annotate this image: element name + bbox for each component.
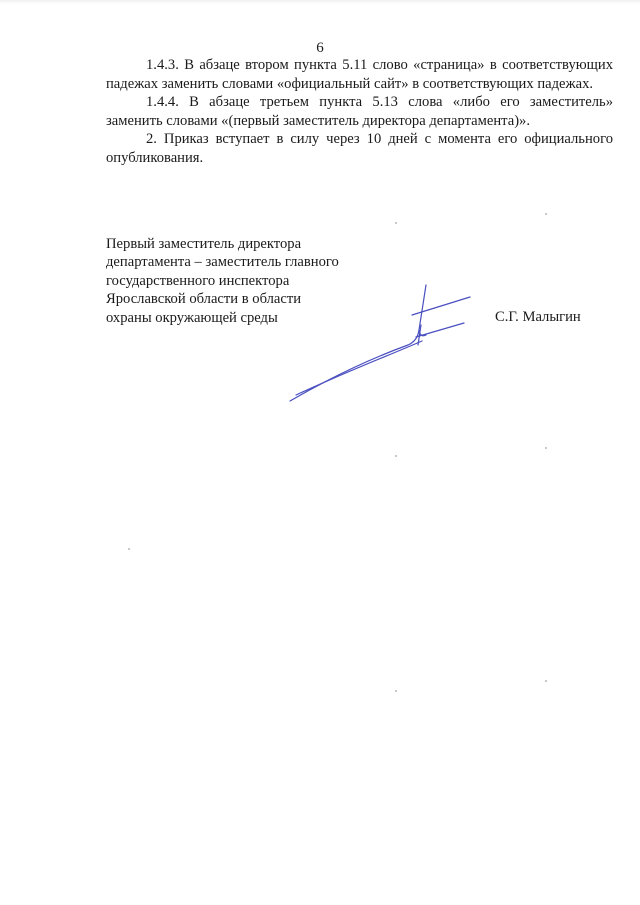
signatory-title-line: департамента – заместитель главного (106, 254, 339, 271)
scan-speck (128, 548, 130, 550)
signer-name: С.Г. Малыгин (495, 309, 581, 325)
signatory-title-line: охраны окружающей среды (106, 309, 278, 326)
document-body (106, 56, 613, 168)
paragraph-1-4-3: 1.4.3. В абзаце втором пункта 5.11 слово «страница» в соответствующих падежах заменить словами «официальный сайт» в соответствующих падежах. (106, 57, 613, 92)
scan-speck (395, 222, 397, 224)
scan-edge (0, 0, 640, 4)
signatory-title-line: Ярославской области в области (106, 291, 302, 308)
signatory-title-line: государственного инспектора (106, 272, 290, 289)
signatory-title-line: Первый заместитель директора (106, 236, 302, 252)
paragraph-1-4-4: 1.4.4. В абзаце третьем пункта 5.13 слова «либо его заместитель» заменить словами «(первый заместитель директора департамента)». (106, 94, 613, 129)
page-number: 6 (316, 40, 324, 56)
scan-speck (545, 680, 547, 682)
scan-speck (395, 455, 397, 457)
paragraph-2: 2. Приказ вступает в силу через 10 дней с момента его официального опубликования. (106, 131, 613, 166)
scan-speck (545, 213, 547, 215)
scan-speck (395, 690, 397, 692)
handwritten-signature (280, 275, 480, 415)
scan-speck (545, 447, 547, 449)
